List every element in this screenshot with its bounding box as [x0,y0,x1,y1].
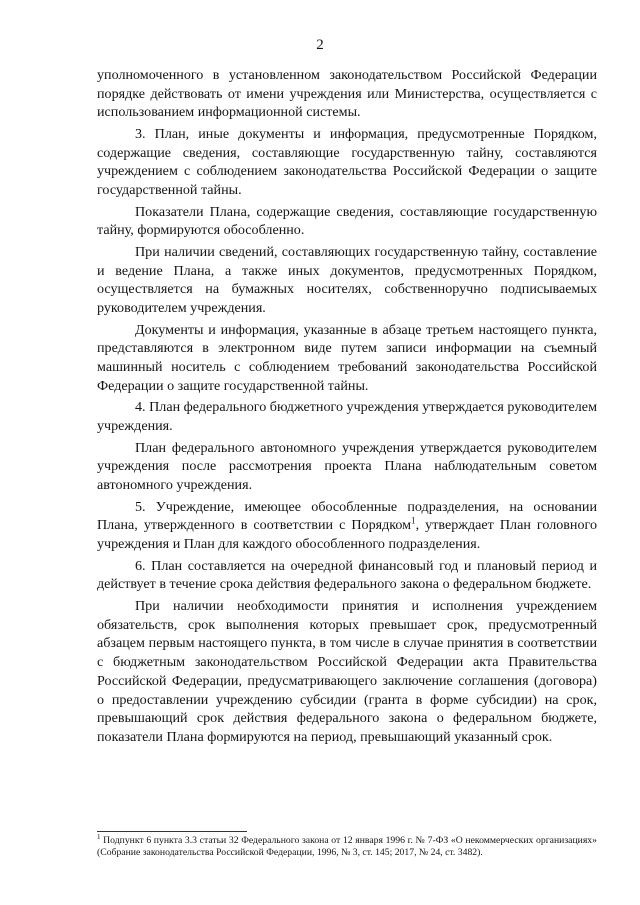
paragraph-paper-media: При наличии сведений, составляющих государственную тайну, составление и ведение Плана, а также иных документов, предусмотренных Порядком, осуществляется на бумажных носителях, собственноручно подписываемых руководителем учреждения. [97,244,597,317]
paragraph-5 [97,498,597,554]
paragraph-long-term-obligations: При наличии необходимости принятия и исполнения учреждением обязательств, срок выполнения которых превышает срок, предусмотренный абзацем первым настоящего пункта, в том числе в случае принятия в соответствии с бюджетным законодательством Российской Федерации акта Правительства Российской Федерации, предусматривающего заключение соглашения (договора) о предоставлении учреждению субсидии (гранта в форме субсидии) на срок, превышающий срок действия федерального закона о федеральном бюджете, показатели Плана формируются на период, превышающий указанный срок. [97,598,597,745]
paragraph-autonomous-institution: План федерального автономного учреждения утверждается руководителем учреждения после рассмотрения проекта Плана наблюдательным советом автономного учреждения. [97,439,597,494]
footnote-reference[interactable]: 1 [411,515,416,526]
page-number: 2 [316,37,324,53]
footnote-mark: 1 [97,832,101,841]
footnote [97,832,597,860]
paragraph-4: 4. План федерального бюджетного учреждения утверждается руководителем учреждения. [97,399,597,435]
paragraph-continuation: уполномоченного в установленном законодательством Российской Федерации порядке действовать от имени учреждения или Министерства, осуществляется с использованием информационной системы. [97,67,597,121]
paragraph-plan-indicators: Показатели Плана, содержащие сведения, составляющие государственную тайну, формируются обособленно. [97,203,597,239]
paragraph-5-before: 5. Учреждение, имеющее обособленные подразделения, на основании Плана, утвержденного в соответствии с Порядком [97,498,597,534]
paragraph-3: 3. План, иные документы и информация, предусмотренные Порядком, содержащие сведения, составляющие государственную тайну, составляются учреждением с соблюдением законодательства Российской Федерации о защите государственной тайны. [97,126,597,199]
paragraph-6: 6. План составляется на очередной финансовый год и плановый период и действует в течение срока действия федерального закона о федеральном бюджете. [97,557,597,593]
document-body [97,66,597,750]
footnote-divider [97,831,247,832]
footnote-text: Подпункт 6 пункта 3.3 статьи 32 Федерального закона от 12 января 1996 г. № 7-ФЗ «О некоммерческих организациях» (Собрание законодательства Российской Федерации, 1996, № 3, ст. 145; 2017, № 24, ст. 3482). [97,835,597,859]
paragraph-electronic-form: Документы и информация, указанные в абзаце третьем настоящего пункта, представляются в электронном виде путем записи информации на съемный машинный носитель с соблюдением требований законодательства Российской Федерации о защите государственной тайны. [97,321,597,394]
paragraph-5-after: , утверждает План головного учреждения и План для каждого обособленного подразделения. [97,517,597,553]
